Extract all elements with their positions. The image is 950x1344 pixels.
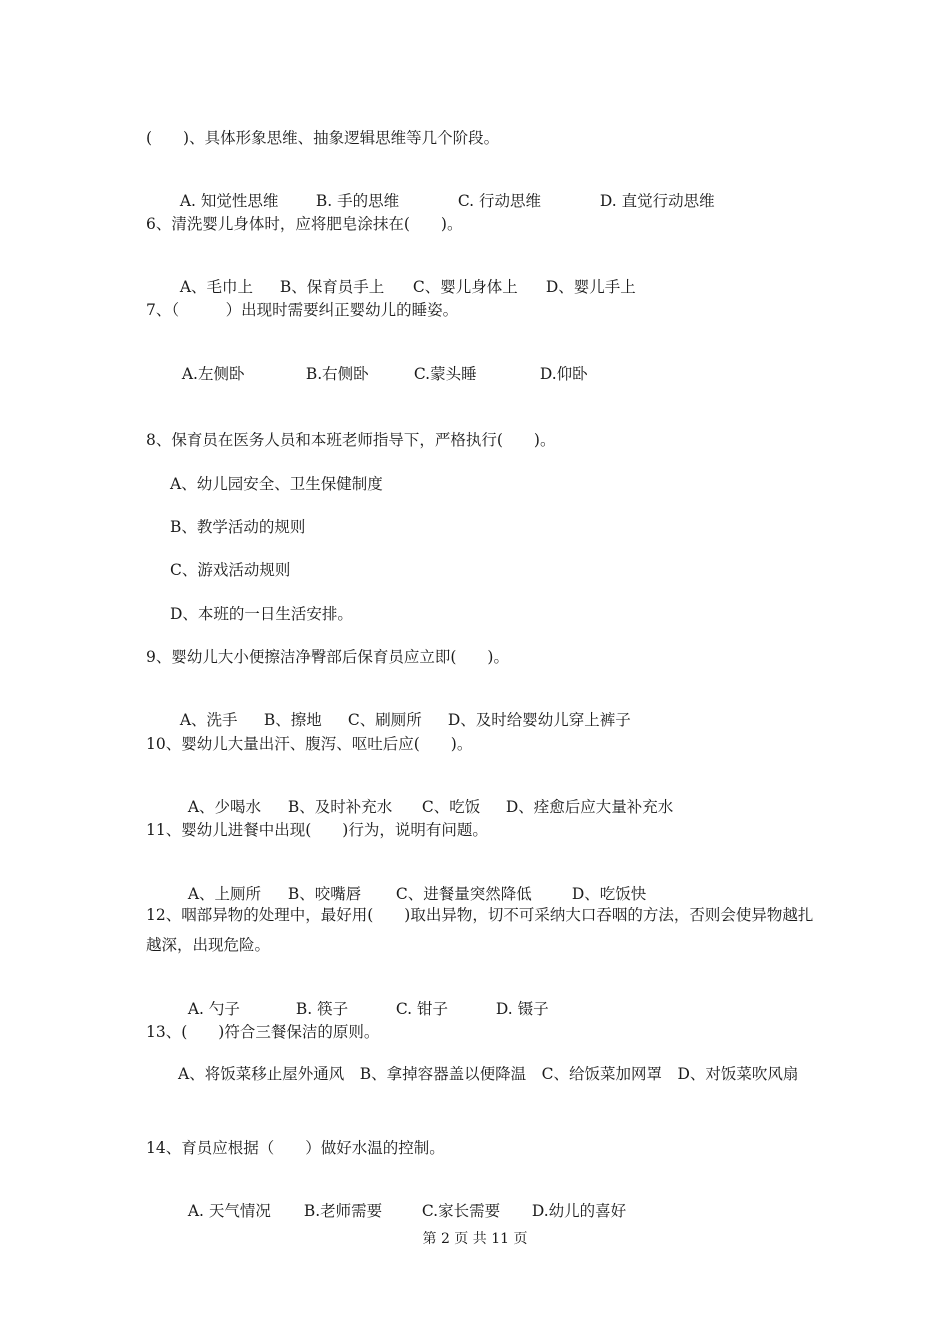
question-14: 14、育员应根据（ ）做好水温的控制。 <box>146 1139 445 1157</box>
option-c: C、吃饭 <box>421 798 481 816</box>
option-a: A.左侧卧 <box>181 365 245 383</box>
option-d: D.幼儿的喜好 <box>531 1202 627 1220</box>
option-d: D、吃饭快 <box>571 885 647 903</box>
question-5-options <box>170 171 715 211</box>
option-c: C.蒙头睡 <box>413 365 477 383</box>
option-d: D、痊愈后应大量补充水 <box>505 798 674 816</box>
question-8-option-a: A、幼儿园安全、卫生保健制度 <box>170 475 383 493</box>
option-b: B、保育员手上 <box>279 278 385 296</box>
question-7: 7、（ ）出现时需要纠正婴幼儿的睡姿。 <box>146 301 459 319</box>
option-c: C、婴儿身体上 <box>412 278 518 296</box>
option-c: C. 钳子 <box>395 1000 449 1018</box>
question-8-option-c: C、游戏活动规则 <box>170 561 291 579</box>
option-a: A. 勺子 <box>187 1000 240 1018</box>
option-d: D、婴儿手上 <box>545 278 636 296</box>
question-8-option-b: B、教学活动的规则 <box>170 518 306 536</box>
option-d: D.仰卧 <box>539 365 588 383</box>
question-8-option-d: D、本班的一日生活安排。 <box>170 605 353 623</box>
option-d: D. 镊子 <box>495 1000 549 1018</box>
option-c: C. 行动思维 <box>457 192 542 210</box>
question-11-options <box>178 864 646 904</box>
option-c: C.家长需要 <box>421 1202 501 1220</box>
question-10-options <box>178 777 673 817</box>
question-13: 13、( )符合三餐保洁的原则。 <box>146 1023 380 1041</box>
option-a: A、上厕所 <box>187 885 262 903</box>
option-a: A. 天气情况 <box>187 1202 271 1220</box>
question-7-options <box>172 344 588 384</box>
option-a: A、洗手 <box>179 711 238 729</box>
option-b: B、及时补充水 <box>287 798 393 816</box>
option-c: C、进餐量突然降低 <box>395 885 532 903</box>
option-a: A、少喝水 <box>187 798 262 816</box>
option-c: C、刷厕所 <box>347 711 422 729</box>
question-13-options: A、将饭菜移止屋外通风 B、拿掉容器盖以便降温 C、给饭菜加网罩 D、对饭菜吹风扇 <box>178 1065 799 1083</box>
question-5-tail: ( )、具体形象思维、抽象逻辑思维等几个阶段。 <box>146 129 500 147</box>
question-11: 11、婴幼儿进餐中出现( )行为，说明有问题。 <box>146 821 488 839</box>
page-footer: 第 2 页 共 11 页 <box>422 1231 528 1247</box>
option-b: B.老师需要 <box>303 1202 383 1220</box>
question-12-options <box>178 979 549 1019</box>
option-d: D. 直觉行动思维 <box>599 192 715 210</box>
question-10: 10、婴幼儿大量出汗、腹泻、呕吐后应( )。 <box>146 735 473 753</box>
question-12: 12、咽部异物的处理中，最好用( )取出异物，切不可采纳大口吞咽的方法，否则会使异物越扎越深，出现危险。 <box>146 906 814 954</box>
question-9-options <box>170 690 631 730</box>
question-9: 9、婴幼儿大小便擦洁净臀部后保育员应立即( )。 <box>146 648 509 666</box>
option-b: B. 筷子 <box>295 1000 349 1018</box>
option-b: B.右侧卧 <box>305 365 369 383</box>
option-b: B、咬嘴唇 <box>287 885 362 903</box>
question-14-options <box>178 1181 626 1221</box>
option-b: B、擦地 <box>263 711 322 729</box>
option-a: A. 知觉性思维 <box>179 192 279 210</box>
option-d: D、及时给婴幼儿穿上裤子 <box>447 711 631 729</box>
question-6: 6、清洗婴儿身体时，应将肥皂涂抹在( )。 <box>146 215 463 233</box>
question-6-options <box>170 257 636 297</box>
question-8: 8、保育员在医务人员和本班老师指导下，严格执行( )。 <box>146 431 556 449</box>
option-b: B. 手的思维 <box>315 192 400 210</box>
option-a: A、毛巾上 <box>179 278 254 296</box>
